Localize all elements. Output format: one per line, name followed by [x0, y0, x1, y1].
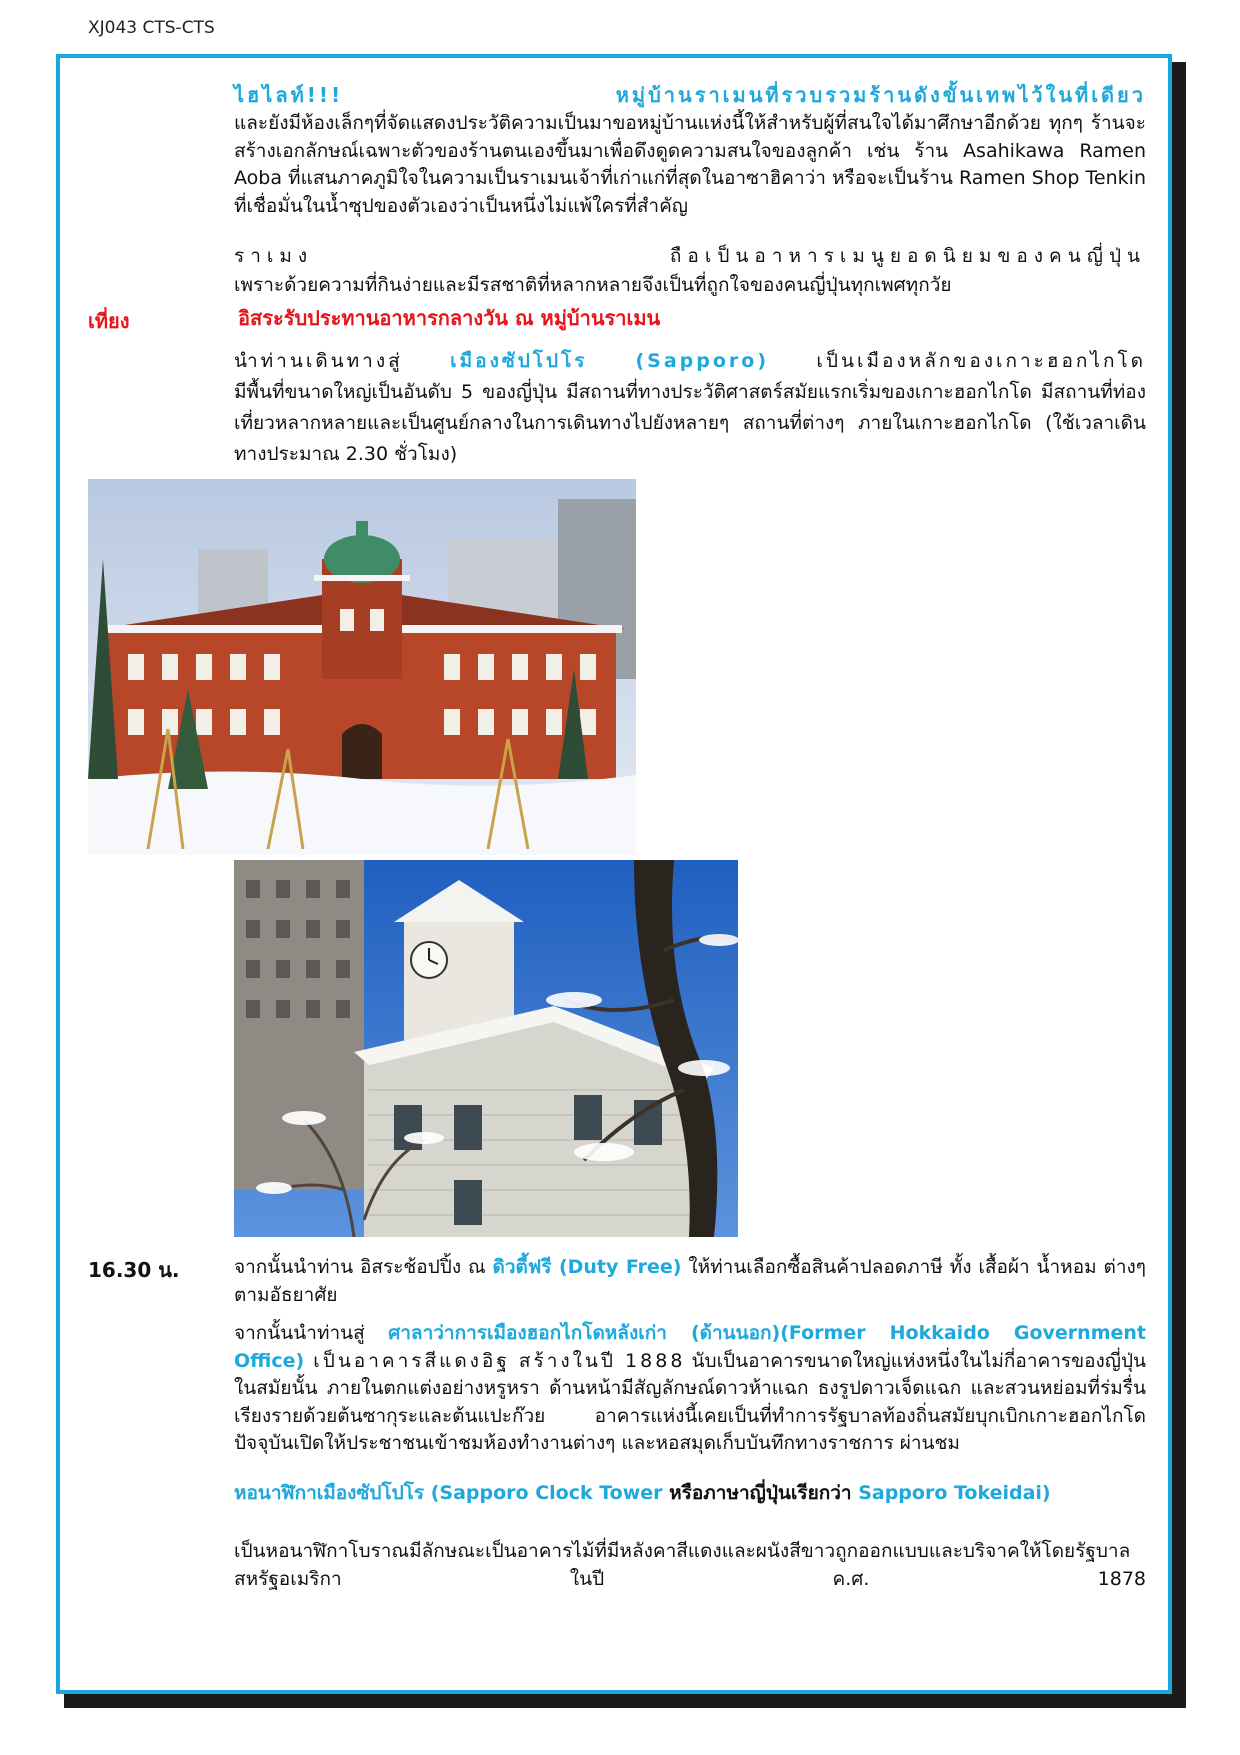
government-office-after: เป็นอาคารสีแดงอิฐ สร้างในปี 1888 — [304, 1349, 686, 1372]
ramen-paragraph-3: เพราะด้วยความที่กินง่ายและมีรสชาติที่หลากหลายจึงเป็นที่ถูกใจของคนญี่ปุ่นทุกเพศทุกวัย — [234, 274, 952, 296]
clock-tower-body: เป็นหอนาฬิกาโบราณมีลักษณะเป็นอาคารไม้ที่มีหลังคาสีแดงและผนังสีขาวถูกออกแบบและบริจาคให้โดยรัฐบาลสหรัฐอเมริกา ในปี ค.ศ. 1878 — [234, 1540, 1146, 1590]
doc-code: XJ043 CTS-CTS — [88, 18, 215, 38]
duty-free-time: 16.30 น. — [88, 1258, 180, 1282]
government-office-lead: จากนั้นนำท่านสู่ — [234, 1322, 389, 1344]
ramen-paragraph-2: ราเมง ถือเป็นอาหารเมนูยอดนิยมของคนญี่ปุ่น — [234, 245, 1146, 267]
clock-tower-name: หอนาฬิกาเมืองซัปโปโร (Sapporo Clock Tower — [234, 1482, 663, 1504]
clock-tower-name-2: Sapporo Tokeidai) — [858, 1482, 1051, 1504]
red-brick-building-illustration — [88, 479, 636, 855]
sapporo-lead: นำท่านเดินทางสู่ — [234, 350, 451, 372]
ramen-paragraph-1: และยังมีห้องเล็กๆที่จัดแสดงประวัติความเป็นมาขอหมู่บ้านแห่งนี้ให้สำหรับผู้ที่สนใจได้มาศึกษาอีกด้วย ทุกๆ ร้านจะสร้างเอกลักษณ์เฉพาะตัวของร้านตนเองขึ้นมาเพื่อดึงดูดความสนใจของลูกค้า เช่น ร้าน Asahikawa Ramen Aoba ที่แสนภาคภูมิใจในความเป็นราเมนเจ้าที่เก่าแก่ที่สุดในอาซาฮิคาว่า หรือจะเป็นร้าน Ramen Shop Tenkin ที่เชื่อมั่นในน้ำซุปของตัวเองว่าเป็นหนึ่งไม่แพ้ใครที่สำคัญ — [234, 112, 1146, 217]
sapporo-name: เมืองซัปโปโร (Sapporo) — [450, 350, 770, 372]
clock-tower-photo — [234, 860, 738, 1237]
government-office-paragraph — [234, 1320, 1146, 1458]
government-office-photo — [88, 479, 636, 855]
sapporo-after: เป็นเมืองหลักของเกาะฮอกไกโด — [769, 350, 1146, 372]
clock-tower-mid: หรือภาษาญี่ปุ่นเรียกว่า — [662, 1482, 859, 1504]
duty-free-lead: จากนั้นนำท่าน อิสระช้อปปิ้ง ณ — [234, 1256, 493, 1278]
duty-free-after: ให้ท่านเลือกซื้อสินค้าปลอดภาษี ทั้ง เสื้อผ้า น้ำหอม ต่างๆ ตามอัธยาศัย — [234, 1256, 1147, 1306]
lunch-time: เที่ยง — [88, 309, 130, 333]
clock-tower-illustration — [234, 860, 738, 1237]
sapporo-first-line — [234, 346, 1146, 377]
sapporo-body: มีพื้นที่ขนาดใหญ่เป็นอันดับ 5 ของญี่ปุ่น มีสถานที่ทางประวัติศาสตร์สมัยแรกเริ่มของเกาะฮอกไกโด มีสถานที่ท่องเที่ยวหลากหลายและเป็นศูนย์กลางในการเดินทางไปยังหลายๆ สถานที่ต่างๆ ภายในเกาะฮอกไกโด (ใช้เวลาเดินทางประมาณ 2.30 ชั่วโมง) — [234, 381, 1146, 465]
ramen-highlight: ไฮไลท์!!! หมู่บ้านราเมนที่รวบรวมร้านดังขั้นเทพไว้ในที่เดียว — [234, 83, 1146, 107]
clock-tower-heading — [234, 1480, 1146, 1508]
duty-free-paragraph — [234, 1254, 1146, 1309]
government-office-name: ศาลาว่าการเมืองฮอกไกโดหลังเก่า (ด้านนอก)(Former Hokkaido Government Office) — [234, 1322, 1146, 1372]
sapporo-paragraph — [234, 346, 1146, 470]
lunch-text: อิสระรับประทานอาหารกลางวัน ณ หมู่บ้านราเมน — [238, 306, 661, 330]
government-office-body: นับเป็นอาคารขนาดใหญ่แห่งหนึ่งในไม่กี่อาคารของญี่ปุ่นในสมัยนั้น ภายในตกแต่งอย่างหรูหรา ด้านหน้ามีสัญลักษณ์ดาวห้าแฉก ธงรูปดาวเจ็ดแฉก และสวนหย่อมที่ร่มรื่น เรียงรายด้วยต้นซากุระและต้นแปะก๊วย อาคารแห่งนี้เคยเป็นที่ทำการรัฐบาลท้องถิ่นสมัยบุกเบิกเกาะฮอกไกโด ปัจจุบันเปิดให้ประชาชนเข้าชมห้องทำงานต่างๆ และหอสมุดเก็บบันทึกทางราชการ ผ่านชม — [234, 1349, 1147, 1454]
duty-free-name: ดิวตี้ฟรี (Duty Free) — [492, 1256, 682, 1278]
